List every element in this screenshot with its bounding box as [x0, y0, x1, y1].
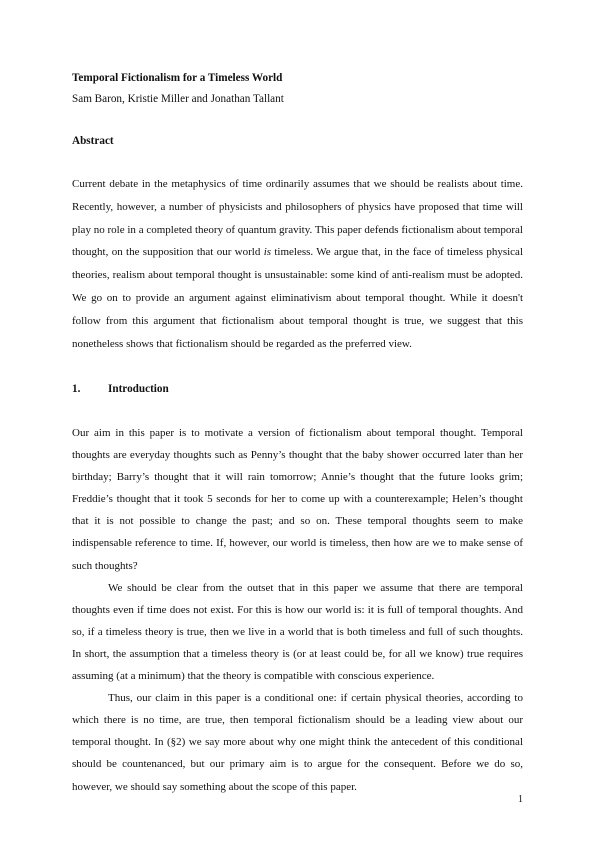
paragraph: We should be clear from the outset that in this paper we assume that there are temporal thoughts even if time does not exist. For this is how our world is: it is full of temporal thoughts. And so, if a timeless theory is true, then we live in a world that is both timeless and full of such thoughts. In short, the assumption that a timeless theory is (or at least could be, for all we know) true requires assuming (at a minimum) that the theory is compatible with conscious experience. — [72, 581, 523, 683]
paper-title: Temporal Fictionalism for a Timeless World — [72, 72, 283, 84]
section-title: Introduction — [108, 383, 169, 395]
section-body — [72, 422, 523, 798]
paragraph: Thus, our claim in this paper is a conditional one: if certain physical theories, according to which there is no time, are true, then temporal fictionalism should be a leading view about our temporal thought. In (§2) we say more about why one might think the antecedent of this conditional should be countenanced, but our primary aim is to argue for the consequent. Before we do so, however, we should say something about the scope of this paper. — [72, 692, 523, 793]
abstract-text-part-2: timeless. We argue that, in the face of timeless physical theories, realism about temporal thought is unsustainable: some kind of anti-realism must be adopted. We go on to provide an argument against eliminativism about temporal thought. While it doesn't follow from this argument that fictionalism about temporal thought is true, we suggest that this nonetheless shows that fictionalism should be regarded as the preferred view. — [72, 246, 523, 350]
paper-authors: Sam Baron, Kristie Miller and Jonathan Tallant — [72, 93, 284, 105]
abstract-emphasis: is — [263, 246, 272, 259]
section-number: 1. — [72, 383, 81, 395]
paragraph: Our aim in this paper is to motivate a version of fictionalism about temporal thought. Temporal thoughts are everyday thoughts such as Penny’s thought that the baby shower occurred later than her birthday; Barry’s thought that it will rain tomorrow; Annie’s thought that the future looks grim; Freddie’s thought that it took 5 seconds for her to come up with a counterexample; Helen’s thought that it is not possible to change the past; and so on. These temporal thoughts seem to make indispensable reference to time. If, however, our world is timeless, then how are we to make sense of such thoughts? — [72, 427, 523, 572]
abstract-heading: Abstract — [72, 135, 114, 147]
abstract-text — [72, 173, 523, 355]
page-number: 1 — [518, 794, 523, 805]
section-heading — [72, 383, 169, 395]
abstract-text-part-1: Current debate in the metaphysics of time ordinarily assumes that we should be realists about time. Recently, however, a number of physicists and philosophers of physics have proposed that time will play no role in a completed theory of quantum gravity. This paper defends fictionalism about temporal thought, on the supposition that our world — [72, 178, 523, 259]
